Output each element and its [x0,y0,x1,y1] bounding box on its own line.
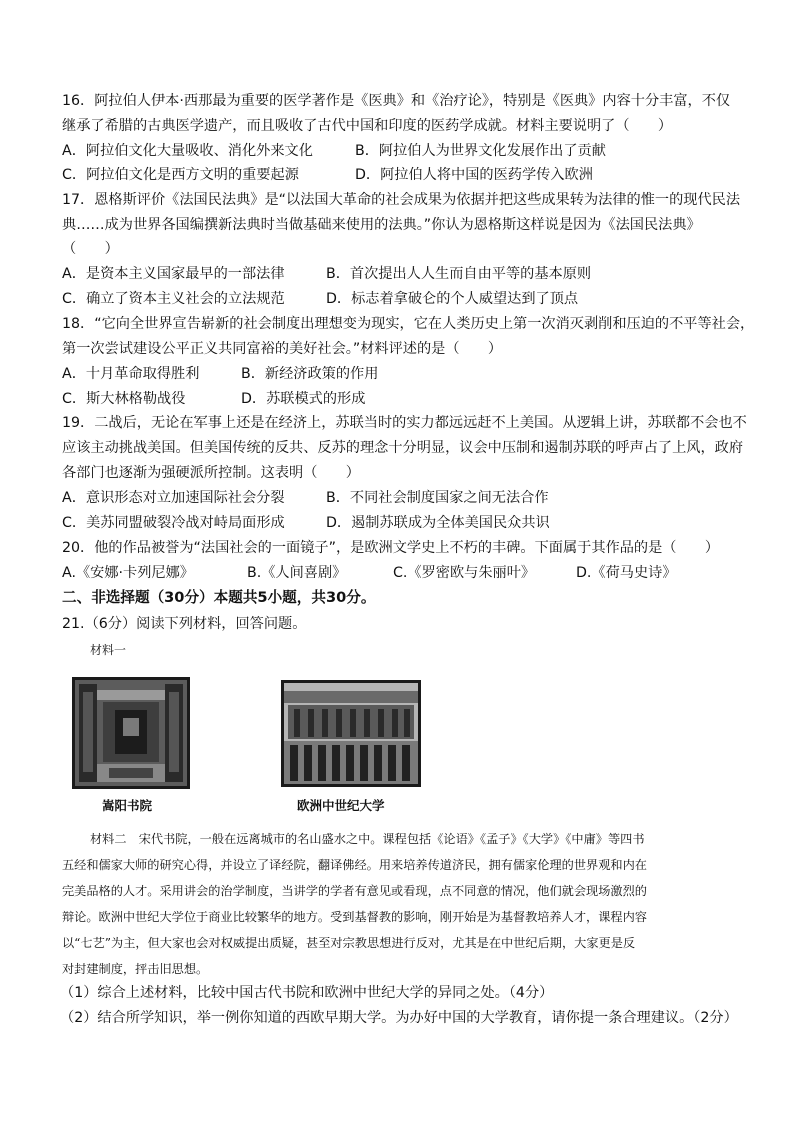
q21-subquestion-1: （1）综合上述材料，比较中国古代书院和欧洲中世纪大学的异同之处。（4分） [60,985,554,1001]
q19-option-d: D．遏制苏联成为全体美国民众共识 [326,515,550,531]
q16-stem-line2: 继承了希腊的古典医学遗产，而且吸收了古代中国和印度的医药学成就。材料主要说明了（ ） [62,118,673,134]
q18-option-a: A．十月革命取得胜利 [62,366,200,382]
material-2-line4: 辩论。欧洲中世纪大学位于商业比较繁华的地方。受到基督教的影响，刚开始是为基督教培养人才，课程内容 [62,910,647,924]
medieval-university-caption: 欧洲中世纪大学 [297,798,385,813]
q19-option-b: B．不同社会制度国家之间无法合作 [326,490,549,506]
songyang-academy-photo [72,677,190,789]
q16-option-d: D．阿拉伯人将中国的医药学传入欧洲 [355,167,593,183]
q17-option-b: B．首次提出人人生而自由平等的基本原则 [326,266,592,282]
q17-stem-line1: 17．恩格斯评价《法国民法典》是“以法国大革命的社会成果为依据并把这些成果转为法律的惟一的现代民法 [62,192,741,208]
q18-stem-line1: 18．“它向全世界宣告崭新的社会制度出理想变为现实，它在人类历史上第一次消灭剥削和压迫的不平等社会， [62,316,755,332]
q20-option-b: B.《人间喜剧》 [247,565,347,581]
q16-option-a: A．阿拉伯文化大量吸收、消化外来文化 [62,143,313,159]
q16-option-b: B．阿拉伯人为世界文化发展作出了贡献 [355,143,606,159]
medieval-university-illustration [284,683,418,784]
q19-stem-line3: 各部门也逐渐为强硬派所控制。这表明（ ） [62,465,360,481]
q19-option-a: A．意识形态对立加速国际社会分裂 [62,490,285,506]
q18-option-b: B．新经济政策的作用 [241,366,379,382]
material-1-label: 材料一 [90,643,127,657]
material-2-line3: 完美品格的人才。采用讲会的治学制度，当讲学的学者有意见或看现，点不同意的情况，他们就会现场激烈的 [62,884,647,898]
q18-option-d: D．苏联模式的形成 [241,391,366,407]
material-2-line5: 以“七艺”为主，但大家也会对权威提出质疑，甚至对宗教思想进行反对，尤其是在中世纪后期，大家更是反 [62,936,636,950]
material-2-line2: 五经和儒家大师的研究心得，并设立了译经院，翻译佛经。用来培养传道济民，拥有儒家伦理的世界观和内在 [62,858,647,872]
q21-intro: 21.（6分）阅读下列材料，回答问题。 [62,616,307,632]
q17-stem-line2: 典……成为世界各国编撰新法典时当做基础来使用的法典。”你认为恩格斯这样说是因为《法国民法典》 [62,217,701,233]
q17-stem-line3: （ ） [62,241,119,257]
medieval-university-photo [281,680,421,787]
q17-option-a: A．是资本主义国家最早的一部法律 [62,266,285,282]
q20-option-a: A.《安娜·卡列尼娜》 [62,565,194,581]
q18-stem-line2: 第一次尝试建设公平正义共同富裕的美好社会。”材料评述的是（ ） [62,341,503,357]
q20-stem: 20．他的作品被誉为“法国社会的一面镜子”，是欧洲文学史上不朽的丰碑。下面属于其作品的是（ ） [62,540,720,556]
q19-stem-line1: 19．二战后，无论在军事上还是在经济上，苏联当时的实力都远远赶不上美国。从逻辑上讲，苏联都不会也不 [62,415,747,431]
q20-option-c: C.《罗密欧与朱丽叶》 [393,565,536,581]
q21-subquestion-2: （2）结合所学知识，举一例你知道的西欧早期大学。为办好中国的大学教育，请你提一条合理建议。（2分） [60,1010,738,1026]
q19-option-c: C．美苏同盟破裂冷战对峙局面形成 [62,515,285,531]
q18-option-c: C．斯大林格勒战役 [62,391,186,407]
q17-option-d: D．标志着拿破仑的个人威望达到了顶点 [326,291,579,307]
q17-option-c: C．确立了资本主义社会的立法规范 [62,291,285,307]
material-2-line6: 对封建制度，抨击旧思想。 [62,962,209,976]
songyang-academy-illustration [75,680,187,786]
q16-option-c: C．阿拉伯文化是西方文明的重要起源 [62,167,299,183]
material-2-line1: 材料二 宋代书院，一般在远离城市的名山盛水之中。课程包括《论语》《孟子》《大学》《中庸》等四书 [90,832,645,846]
q20-option-d: D.《荷马史诗》 [576,565,677,581]
q16-stem-line1: 16．阿拉伯人伊本·西那最为重要的医学著作是《医典》和《治疗论》，特别是《医典》内容十分丰富，不仅 [62,93,731,109]
section-2-heading: 二、非选择题（30分）本题共5小题，共30分。 [62,589,376,606]
q19-stem-line2: 应该主动挑战美国。但美国传统的反共、反苏的理念十分明显，议会中压制和遏制苏联的呼声占了上风，政府 [62,440,744,456]
songyang-academy-caption: 嵩阳书院 [102,798,153,813]
